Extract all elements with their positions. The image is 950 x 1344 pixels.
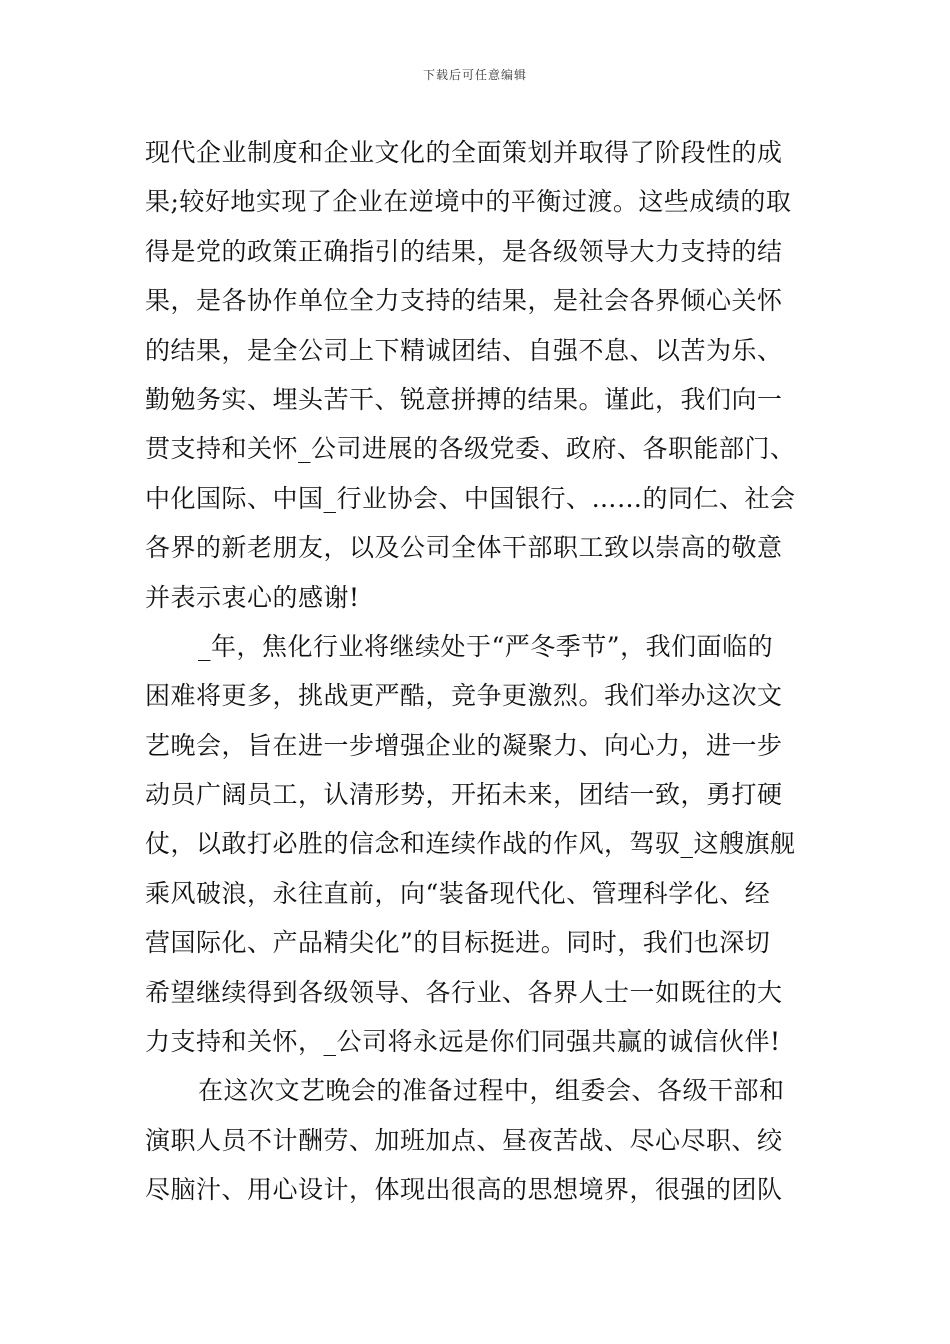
paragraph-line: 各界的新老朋友，以及公司全体干部职工致以崇高的敬意	[145, 533, 783, 563]
paragraph-first-line: 在这次文艺晚会的准备过程中，组委会、各级干部和	[198, 1076, 785, 1106]
paragraph-line: 果;较好地实现了企业在逆境中的平衡过渡。这些成绩的取	[145, 187, 792, 217]
paragraph-line: 困难将更多，挑战更严酷，竞争更激烈。我们举办这次文	[145, 681, 783, 711]
paragraph-line: 乘风破浪，永往直前，向“装备现代化、管理科学化、经	[145, 878, 771, 908]
paragraph-line: 力支持和关怀，_公司将永远是你们同强共赢的诚信伙伴!	[145, 1027, 781, 1057]
paragraph-line: 希望继续得到各级领导、各行业、各界人士一如既往的大	[145, 977, 783, 1007]
paragraph-line: 的结果，是全公司上下精诚团结、自强不息、以苦为乐、	[145, 335, 783, 365]
paragraph-line: 仗，以敢打必胜的信念和连续作战的作风，驾驭_这艘旗舰	[145, 829, 796, 859]
paragraph-line: 勤勉务实、埋头苦干、锐意拼搏的结果。谨此，我们向一	[145, 384, 783, 414]
paragraph-line: 现代企业制度和企业文化的全面策划并取得了阶段性的成	[145, 138, 783, 167]
paragraph-line: 演职人员不计酬劳、加班加点、昼夜苦战、尽心尽职、绞	[145, 1125, 783, 1155]
paragraph-first-line: _年，焦化行业将继续处于“严冬季节”，我们面临的	[198, 631, 774, 661]
paragraph-line: 得是党的政策正确指引的结果，是各级领导大力支持的结	[145, 236, 783, 266]
page-header: 下载后可任意编辑	[422, 68, 527, 82]
paragraph-line: 营国际化、产品精尖化”的目标挺进。同时，我们也深切	[145, 928, 771, 958]
paragraph-line: 艺晚会，旨在进一步增强企业的凝聚力、向心力，进一步	[145, 730, 783, 760]
paragraph-line: 中化国际、中国_行业协会、中国银行、……的同仁、社会	[145, 483, 796, 513]
paragraph-line: 并表示衷心的感谢!	[145, 582, 360, 612]
paragraph-line: 贯支持和关怀_公司进展的各级党委、政府、各职能部门、	[145, 434, 796, 464]
paragraph-line: 果，是各协作单位全力支持的结果，是社会各界倾心关怀	[145, 286, 783, 316]
paragraph-line: 尽脑汁、用心设计，体现出很高的思想境界，很强的团队	[145, 1175, 783, 1205]
paragraph-line: 动员广阔员工，认清形势，开拓未来，团结一致，勇打硬	[145, 780, 783, 810]
document-body	[145, 128, 810, 1215]
